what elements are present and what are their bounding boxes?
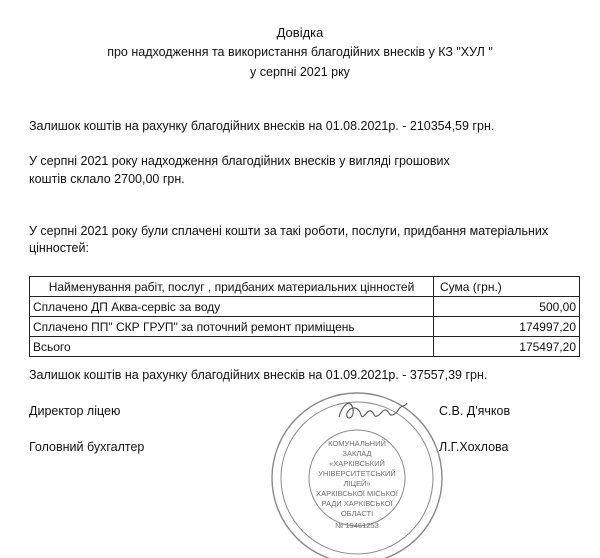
paid-line2: цінностей: xyxy=(29,241,89,255)
works-table xyxy=(29,276,580,357)
row-name-cell: Сплачено ДП Аква-сервіс за воду xyxy=(30,297,434,317)
balance-start: Залишок коштів на рахунку благодійних внесків на 01.08.2021р. - 210354,59 грн. xyxy=(29,119,495,133)
director-name: С.В. Д'ячков xyxy=(439,404,511,418)
seal-line: ЛІЦЕЙ» xyxy=(343,479,371,488)
seal-line: УНІВЕРСИТЕТСЬКИЙ xyxy=(318,469,396,478)
seal-line: КОМУНАЛЬНИЙ xyxy=(328,439,386,448)
seal-line: ХАРКІВСЬКОЇ МІСЬКОЇ xyxy=(316,489,398,498)
director-role: Директор ліцею xyxy=(29,404,121,418)
row-sum-cell: 174997,20 xyxy=(434,317,580,337)
total-name-cell: Всього xyxy=(30,337,434,357)
balance-end: Залишок коштів на рахунку благодійних внесків на 01.09.2021р. - 37557,39 грн. xyxy=(29,368,488,382)
seal-line: № 19461253 xyxy=(335,521,379,530)
header-sum-cell: Сума (грн.) xyxy=(434,277,580,297)
total-sum-cell: 175497,20 xyxy=(434,337,580,357)
income-line2: коштів склало 2700,00 грн. xyxy=(29,172,185,186)
row-name-cell: Сплачено ПП" СКР ГРУП" за поточний ремонт приміщень xyxy=(30,317,434,337)
doc-subtitle-line1: про надходження та використання благодійних внесків у КЗ "ХУЛ " xyxy=(107,45,493,59)
table-row xyxy=(30,297,580,317)
accountant-role: Головний бухгалтер xyxy=(29,440,145,454)
doc-subtitle-line2: у серпні 2021 рку xyxy=(250,65,350,79)
accountant-name: Л.Г.Хохлова xyxy=(439,440,509,454)
director-signature xyxy=(333,395,413,427)
table-header-row xyxy=(30,277,580,297)
table-row xyxy=(30,317,580,337)
row-sum-cell: 500,00 xyxy=(434,297,580,317)
seal-line: ОБЛАСТІ xyxy=(340,509,374,518)
seal-line: РАДИ ХАРКІВСЬКОЇ xyxy=(321,499,393,508)
header-name-cell: Найменування рабіт, послуг , придбаних материальних цінностей xyxy=(30,277,434,297)
paid-line1: У серпні 2021 року були сплачені кошти за такі роботи, послуги, придбання матеріальних xyxy=(29,224,549,238)
income-line1: У серпні 2021 року надходження благодійних внесків у вигляді грошових xyxy=(29,154,450,168)
table-total-row xyxy=(30,337,580,357)
seal-line: ЗАКЛАД xyxy=(342,449,372,458)
seal-line: «ХАРКІВСЬКИЙ xyxy=(329,459,385,468)
doc-title: Довідка xyxy=(276,25,324,40)
